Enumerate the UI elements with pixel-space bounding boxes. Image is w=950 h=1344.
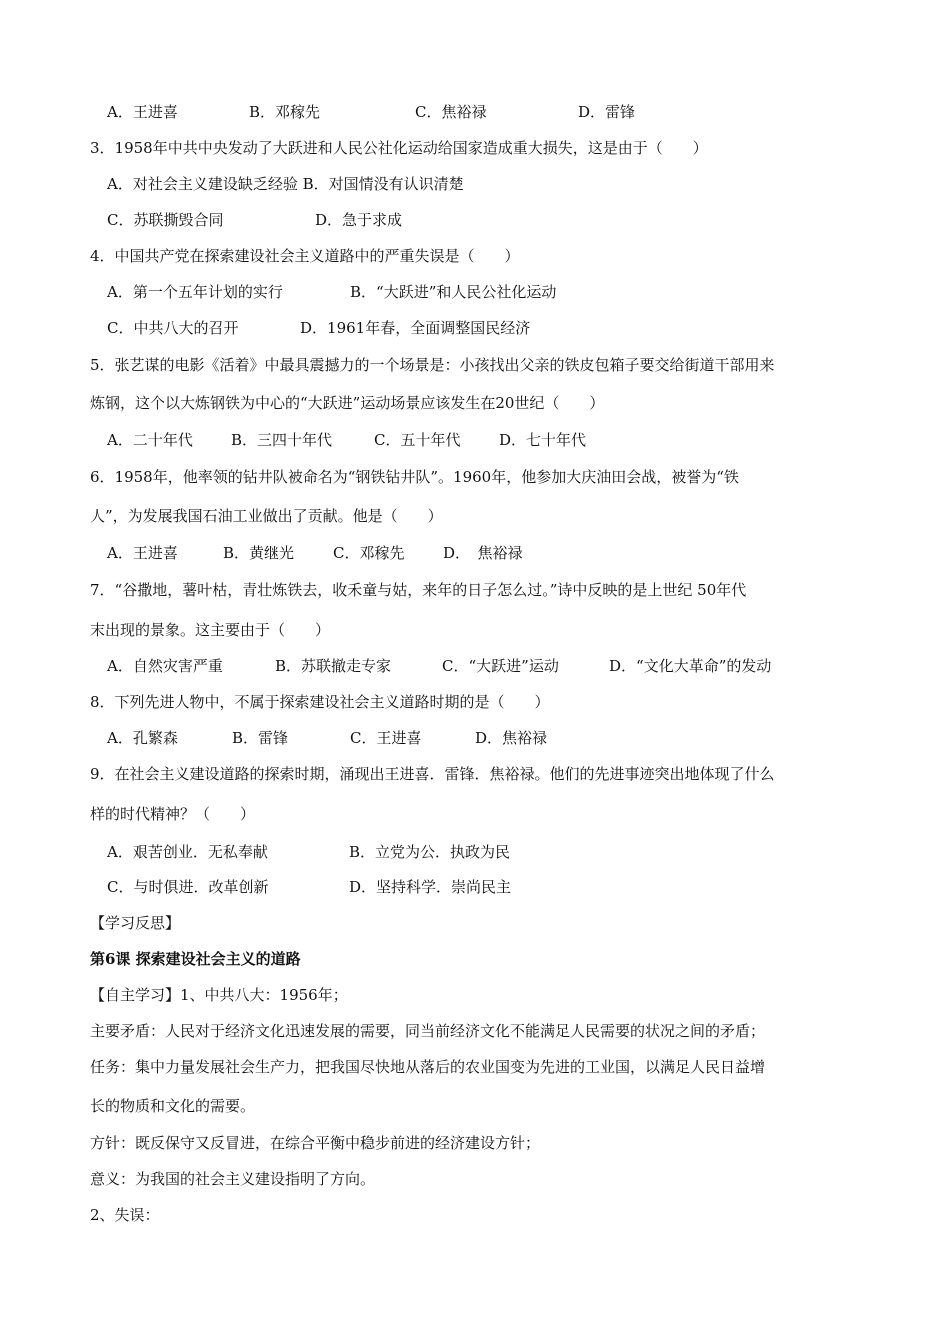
q7-stem-line2: 末出现的景象。这主要由于（ ）	[90, 621, 331, 639]
q8-option-c: C．王进喜	[350, 729, 422, 747]
lesson-title: 第6课 探索建设社会主义的道路	[90, 950, 301, 968]
self-study-line: 【自主学习】1、中共八大：1956年；	[90, 986, 348, 1004]
q3-option-a: A．对社会主义建设缺乏经验	[107, 175, 303, 193]
q5-option-d: D．七十年代	[499, 431, 587, 449]
q4-options-row1	[107, 282, 860, 302]
q6-option-a: A．王进喜	[107, 544, 178, 562]
q9-options-row2	[107, 877, 860, 897]
q6-stem-line1: 6．1958年，他率领的钻井队被命名为“钢铁钻井队”。1960年，他参加大庆油田会战，被誉为“铁	[90, 468, 739, 486]
q7-option-c: C．“大跃进”运动	[442, 657, 559, 675]
q3-options-row2	[107, 210, 860, 230]
q8-stem: 8．下列先进人物中，不属于探索建设社会主义道路时期的是（ ）	[90, 693, 550, 711]
q7-options	[107, 656, 860, 676]
q2-option-d: D．雷锋	[578, 103, 636, 121]
q9-option-b: B．立党为公．执政为民	[349, 843, 511, 861]
q8-options	[107, 728, 860, 748]
q4-option-c: C．中共八大的召开	[107, 319, 239, 337]
policy-line: 方针：既反保守又反冒进，在综合平衡中稳步前进的经济建设方针；	[90, 1134, 541, 1152]
q2-options	[107, 102, 860, 122]
q5-stem-line1: 5．张艺谋的电影《活着》中最具震撼力的一个场景是：小孩找出父亲的铁皮包箱子要交给街道干部用来	[90, 356, 775, 374]
q2-option-c: C．焦裕禄	[415, 103, 487, 121]
q3-options-row1	[107, 174, 860, 194]
q6-option-d: D． 焦裕禄	[443, 544, 523, 562]
significance-line: 意义：为我国的社会主义建设指明了方向。	[90, 1170, 376, 1188]
q3-option-b: B．对国情没有认识清楚	[302, 175, 464, 193]
q8-option-b: B．雷锋	[232, 729, 289, 747]
q3-option-c: C．苏联撕毁合同	[107, 211, 224, 229]
q7-option-b: B．苏联撤走专家	[275, 657, 392, 675]
q7-option-d: D．“文化大革命”的发动	[609, 657, 772, 675]
q5-option-b: B．三四十年代	[231, 431, 333, 449]
mistakes-heading: 2、失误：	[90, 1206, 160, 1224]
q7-stem-line1: 7．“谷撒地，薯叶枯，青壮炼铁去，收禾童与姑，来年的日子怎么过。”诗中反映的是上世纪 50年代	[90, 581, 747, 599]
main-contradiction: 主要矛盾：人民对于经济文化迅速发展的需要，同当前经济文化不能满足人民需要的状况之间的矛盾；	[90, 1022, 766, 1040]
q4-options-row2	[107, 318, 860, 338]
q6-stem-line2: 人”，为发展我国石油工业做出了贡献。他是（ ）	[90, 507, 443, 525]
q6-option-b: B．黄继光	[223, 544, 295, 562]
task-line2: 长的物质和文化的需要。	[90, 1097, 256, 1115]
q2-option-b: B．邓稼先	[249, 103, 321, 121]
q9-stem-line2: 样的时代精神？（ ）	[90, 805, 256, 823]
q8-option-d: D．焦裕禄	[475, 729, 548, 747]
q4-option-d: D．1961年春，全面调整国民经济	[300, 319, 531, 337]
q7-option-a: A．自然灾害严重	[107, 657, 223, 675]
q4-option-a: A．第一个五年计划的实行	[107, 283, 283, 301]
q6-option-c: C．邓稼先	[333, 544, 405, 562]
q5-option-a: A．二十年代	[107, 431, 193, 449]
q2-option-a: A．王进喜	[107, 103, 178, 121]
q9-option-a: A．艰苦创业．无私奉献	[107, 843, 268, 861]
q5-option-c: C．五十年代	[374, 431, 461, 449]
q5-options	[107, 430, 860, 450]
q9-options-row1	[107, 842, 860, 862]
q5-stem-line2: 炼钢，这个以大炼钢铁为中心的“大跃进”运动场景应该发生在20世纪（ ）	[90, 394, 605, 412]
task-line1: 任务：集中力量发展社会生产力，把我国尽快地从落后的农业国变为先进的工业国，以满足人民日益增	[90, 1058, 766, 1076]
q9-stem-line1: 9．在社会主义建设道路的探索时期，涌现出王进喜．雷锋．焦裕禄。他们的先进事迹突出地体现了什么	[90, 765, 775, 783]
q4-option-b: B．“大跃进”和人民公社化运动	[350, 283, 557, 301]
q9-option-d: D．坚持科学．崇尚民主	[349, 878, 512, 896]
q4-stem: 4．中国共产党在探索建设社会主义道路中的严重失误是（ ）	[90, 247, 520, 265]
q8-option-a: A．孔繁森	[107, 729, 178, 747]
q6-options	[107, 543, 860, 563]
q9-option-c: C．与时俱进．改革创新	[107, 878, 269, 896]
reflection-heading: 【学习反思】	[90, 914, 181, 932]
q3-option-d: D．急于求成	[315, 211, 403, 229]
q3-stem: 3．1958年中共中央发动了大跃进和人民公社化运动给国家造成重大损失，这是由于（ ）	[90, 139, 708, 157]
